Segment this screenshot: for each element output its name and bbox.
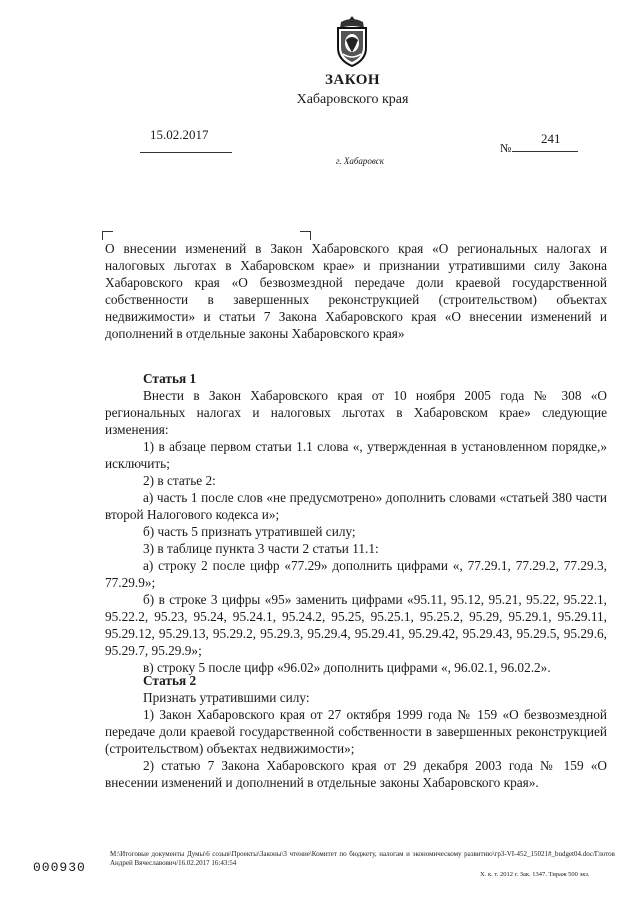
article-1-paragraph: 1) в абзаце первом статьи 1.1 слова «, утвержденная в установленном порядке,» исключить; xyxy=(105,439,607,471)
article-1-paragraph: Внести в Закон Хабаровского края от 10 ноября 2005 года № 308 «О региональных налогах и налоговых льготах в Хабаровском крае» следующие изменения: xyxy=(105,388,607,437)
article-2-paragraph: Признать утратившими силу: xyxy=(143,690,310,705)
date-underline xyxy=(140,152,232,153)
document-date: 15.02.2017 xyxy=(150,127,209,142)
article-1-paragraph: 3) в таблице пункта 3 части 2 статьи 11.1: xyxy=(143,541,379,556)
article-2 xyxy=(105,672,607,791)
document-city: г. Хабаровск xyxy=(336,156,384,166)
document-subtitle: Хабаровского края xyxy=(296,92,409,107)
heading-bracket-left xyxy=(102,231,113,240)
document-number: 241 xyxy=(541,131,561,146)
article-1-paragraph: б) в строке 3 цифры «95» заменить цифрами «95.11, 95.12, 95.21, 95.22, 95.22.1, 95.22.2, 95.23, 95.24, 95.24.1, 95.24.2, 95.25, 95.25.1, 95.25.2, 95.29, 95.29.1, 95.29.11, 95.29.12, 95.29.13, 95.29.2, 95.29.3, 95.29.4, 95.29.41, 95.29.42, 95.29.43, 95.29.5, 95.29.6, 95.29.7, 95.29.9»; xyxy=(105,592,607,658)
coat-of-arms-emblem xyxy=(331,14,373,68)
article-2-paragraph: 2) статью 7 Закона Хабаровского края от 29 декабря 2003 года № 159 «О внесении изменений и дополнений в отдельные законы Хабаровского края». xyxy=(105,758,607,790)
footer-print-info: Х. к. т. 2012 г. Зак. 1347. Тираж 500 экз. xyxy=(480,871,590,878)
article-1-paragraph: а) часть 1 после слов «не предусмотрено» дополнить словами «статьей 380 части второй Налогового кодекса и»; xyxy=(105,490,607,522)
footer-file-path: М:\Итоговые документы Думы\6 созыв\Проекты\Законы\3 чтение\Комитет по бюджету, налогам и экономическому развитию\гр3-VI-452_15021#_budget04.doc/Глотов Андрей Вячеславович/16.02.2017 16:43:54 xyxy=(110,850,615,867)
article-1-paragraph: а) строку 2 после цифр «77.29» дополнить цифрами «, 77.29.1, 77.29.2, 77.29.3, 77.29.9»; xyxy=(105,558,607,590)
document-type-title: ЗАКОН xyxy=(324,72,381,88)
article-1-paragraph: в) строку 5 после цифр «96.02» дополнить цифрами «, 96.02.1, 96.02.2». xyxy=(143,660,551,675)
article-2-title: Статья 2 xyxy=(143,673,197,688)
footer-registration-code: 000930 xyxy=(33,860,86,875)
article-1-paragraph: 2) в статье 2: xyxy=(143,473,216,488)
article-2-paragraph: 1) Закон Хабаровского края от 27 октября 1999 года № 159 «О безвозмездной передаче доли краевой государственной собственности в завершенных реконструкцией (строительством) объектах недвижимости»; xyxy=(105,707,607,756)
heading-bracket-right xyxy=(300,231,311,240)
article-1-paragraph: б) часть 5 признать утратившей силу; xyxy=(143,524,356,539)
number-label: № xyxy=(500,141,512,155)
number-underline xyxy=(512,151,578,152)
law-heading: О внесении изменений в Закон Хабаровского края «О региональных налогах и налоговых льготах в Хабаровском крае» и признании утратившими силу Закона Хабаровского края «О безвозмездной передаче доли краевой государственной собственности в завершенных реконструкцией (строительством) объектах недвижимости» и статьи 7 Закона Хабаровского края «О внесении изменений и дополнений в отдельные законы Хабаровского края» xyxy=(105,241,607,341)
article-1-title: Статья 1 xyxy=(143,371,197,386)
article-1 xyxy=(105,370,607,676)
